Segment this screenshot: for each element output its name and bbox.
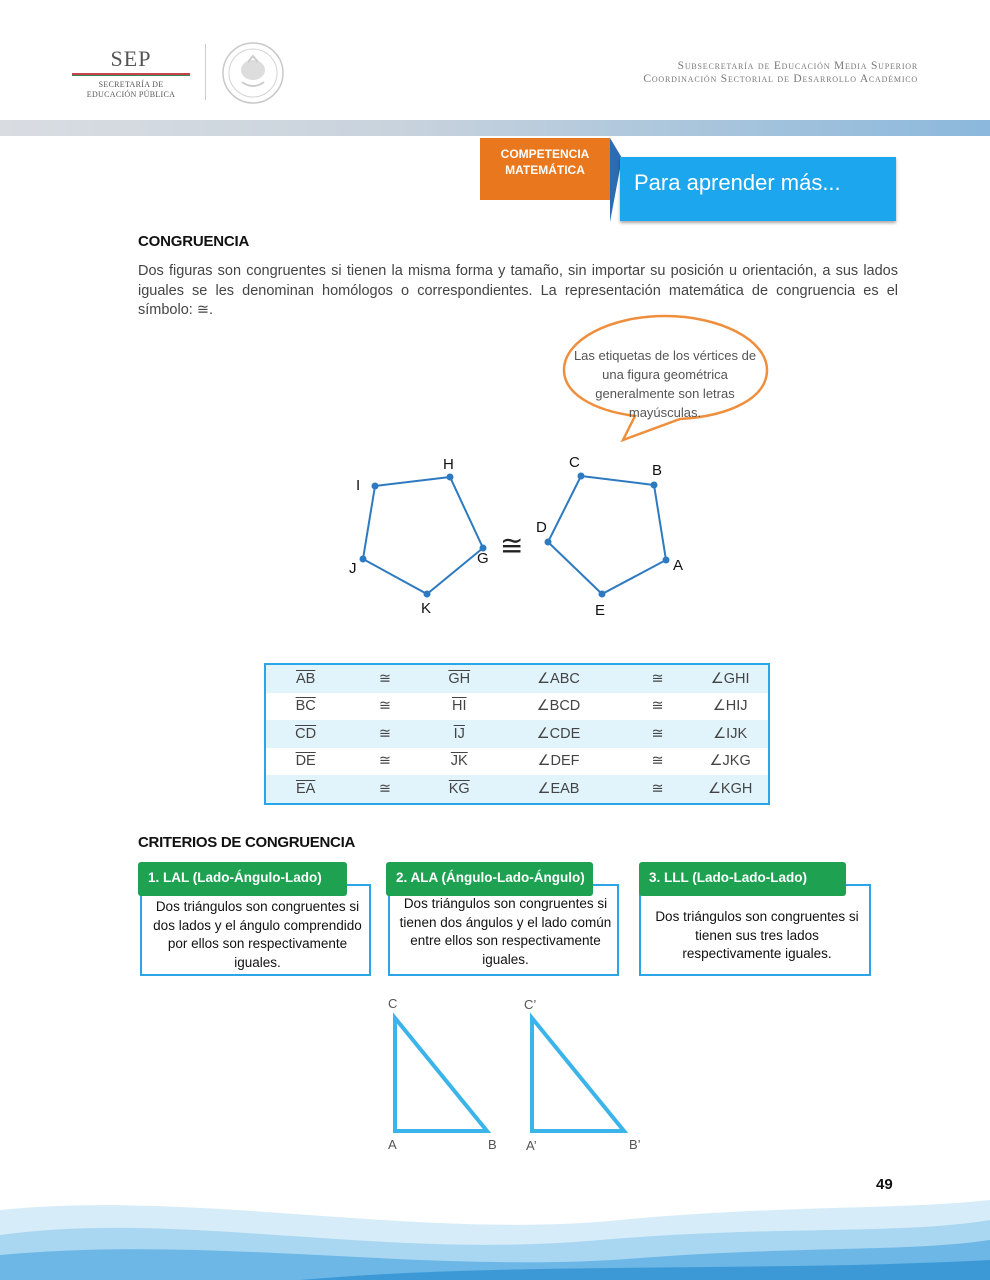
side-1: $\overline{DE}$	[295, 753, 316, 770]
header-organization	[643, 60, 918, 86]
side-1: $\overline{EA}$	[295, 780, 316, 797]
pentagon-abcde	[548, 476, 666, 594]
vertex-c	[578, 473, 585, 480]
footer-waves	[0, 1180, 990, 1280]
criteria-text-lal: Dos triángulos son congruentes si dos lados y el ángulo comprendido por ellos son respectivamente iguales.	[153, 899, 362, 970]
side-2: $\overline{HI}$	[452, 698, 467, 715]
vertex-i	[372, 483, 379, 490]
vertex-k	[424, 591, 431, 598]
label-tri-a-prime: A’	[526, 1138, 537, 1153]
label-tri-c-prime: C’	[524, 997, 537, 1012]
triangle-abc	[395, 1018, 487, 1131]
label-d: D	[536, 519, 547, 536]
triangle-abc-prime	[532, 1018, 624, 1131]
label-tri-a: A	[388, 1137, 397, 1152]
label-i: I	[356, 477, 361, 494]
congruent-symbol: ≅	[500, 529, 524, 562]
congruent-sign: ≅	[345, 664, 424, 693]
angle-2: ∠HIJ	[712, 698, 748, 715]
side-2: $\overline{JK}$	[450, 753, 468, 770]
congruent-sign: ≅	[651, 698, 664, 715]
congruent-sign: ≅	[378, 698, 391, 715]
label-g: G	[477, 550, 489, 567]
table-row	[265, 664, 769, 693]
angle-2: ∠KGH	[692, 775, 769, 804]
side-1: $\overline{AB}$	[295, 670, 316, 687]
criteria-text-lll: Dos triángulos son congruentes si tienen sus tres lados respectivamente iguales.	[655, 909, 859, 961]
competencia-line-2: MATEMÁTICA	[505, 163, 585, 177]
angle-2: ∠IJK	[692, 720, 769, 748]
label-tri-c: C	[388, 996, 398, 1011]
side-1: $\overline{CD}$	[295, 725, 317, 742]
label-tri-b: B	[488, 1137, 497, 1152]
vertex-a	[663, 557, 670, 564]
section-title-criterios: CRITERIOS DE CONGRUENCIA	[138, 834, 355, 851]
page-number: 49	[876, 1176, 893, 1193]
congruent-sign: ≅	[623, 775, 692, 804]
competencia-badge	[480, 138, 610, 200]
side-2: $\overline{KG}$	[448, 780, 470, 797]
label-e: E	[595, 602, 606, 619]
congruent-pentagons-figure	[330, 440, 710, 630]
sep-subtitle-line-1: SECRETARÍA DE	[98, 80, 164, 89]
side-2: $\overline{GH}$	[448, 670, 471, 687]
angle-2: ∠GHI	[692, 664, 769, 693]
national-seal-icon	[218, 40, 288, 106]
learn-more-banner: Para aprender más...	[620, 157, 896, 221]
angle-1: ∠BCD	[536, 698, 581, 715]
header-stripe	[0, 120, 990, 136]
congruence-paragraph: Dos figuras son congruentes si tienen la misma forma y tamaño, sin importar su posición u orientación, a sus lados iguales se les denominan homólogos o correspondientes. La representación matemática de congruencia es el símbolo: ≅.	[138, 263, 898, 318]
label-k: K	[421, 600, 432, 617]
vertex-j	[360, 556, 367, 563]
criteria-tab-lal: 1. LAL (Lado-Ángulo-Lado)	[138, 862, 347, 896]
congruent-sign: ≅	[378, 753, 391, 770]
correspondence-table	[264, 663, 770, 805]
label-j: J	[349, 560, 357, 577]
side-2: $\overline{IJ}$	[453, 725, 465, 742]
sep-logo-green-line	[72, 75, 190, 76]
vertex-d	[545, 539, 552, 546]
angle-2: ∠JKG	[709, 753, 751, 770]
label-b: B	[652, 462, 663, 479]
org-line-1: Subsecretaría de Educación Media Superior	[677, 60, 918, 72]
sep-logo-title: SEP	[110, 46, 152, 71]
criteria-tab-lll: 3. LLL (Lado-Lado-Lado)	[639, 862, 846, 896]
vertex-e	[599, 591, 606, 598]
pentagon-ghijk	[363, 477, 483, 594]
side-1: $\overline{BC}$	[295, 698, 316, 715]
header-divider	[205, 44, 206, 100]
congruent-sign: ≅	[651, 753, 664, 770]
table-row	[265, 775, 769, 804]
congruent-sign: ≅	[345, 720, 424, 748]
label-a: A	[673, 557, 684, 574]
bubble-text: Las etiquetas de los vértices de una figura geométrica generalmente son letras mayúsculas.	[573, 348, 757, 420]
vertex-h	[447, 474, 454, 481]
angle-1: ∠DEF	[537, 753, 580, 770]
angle-1: ∠ABC	[494, 664, 623, 693]
competencia-line-1: COMPETENCIA	[500, 147, 590, 161]
congruent-sign: ≅	[623, 720, 692, 748]
criteria-tab-ala: 2. ALA (Ángulo-Lado-Ángulo)	[386, 862, 593, 896]
angle-1: ∠CDE	[494, 720, 623, 748]
vertex-b	[651, 482, 658, 489]
criteria-card-lll	[639, 884, 871, 976]
criteria-card-lal	[140, 884, 371, 976]
angle-1: ∠EAB	[494, 775, 623, 804]
label-h: H	[443, 456, 454, 473]
sep-logo-subtitle	[72, 80, 190, 100]
sep-subtitle-line-2: EDUCACIÓN PÚBLICA	[86, 90, 176, 99]
section-title-congruencia: CONGRUENCIA	[138, 233, 250, 250]
org-line-2: Coordinación Sectorial de Desarrollo Académico	[643, 73, 918, 85]
label-c: C	[569, 454, 580, 471]
table-row	[265, 748, 769, 776]
congruent-sign: ≅	[623, 664, 692, 693]
congruent-triangles-figure	[380, 990, 660, 1160]
label-tri-b-prime: B’	[629, 1137, 641, 1152]
criteria-text-ala: Dos triángulos son congruentes si tienen dos ángulos y el lado común entre ellos son respectivamente iguales.	[399, 896, 612, 967]
criteria-card-ala	[388, 884, 619, 976]
table-row	[265, 693, 769, 721]
congruent-sign: ≅	[345, 775, 424, 804]
table-row	[265, 720, 769, 748]
